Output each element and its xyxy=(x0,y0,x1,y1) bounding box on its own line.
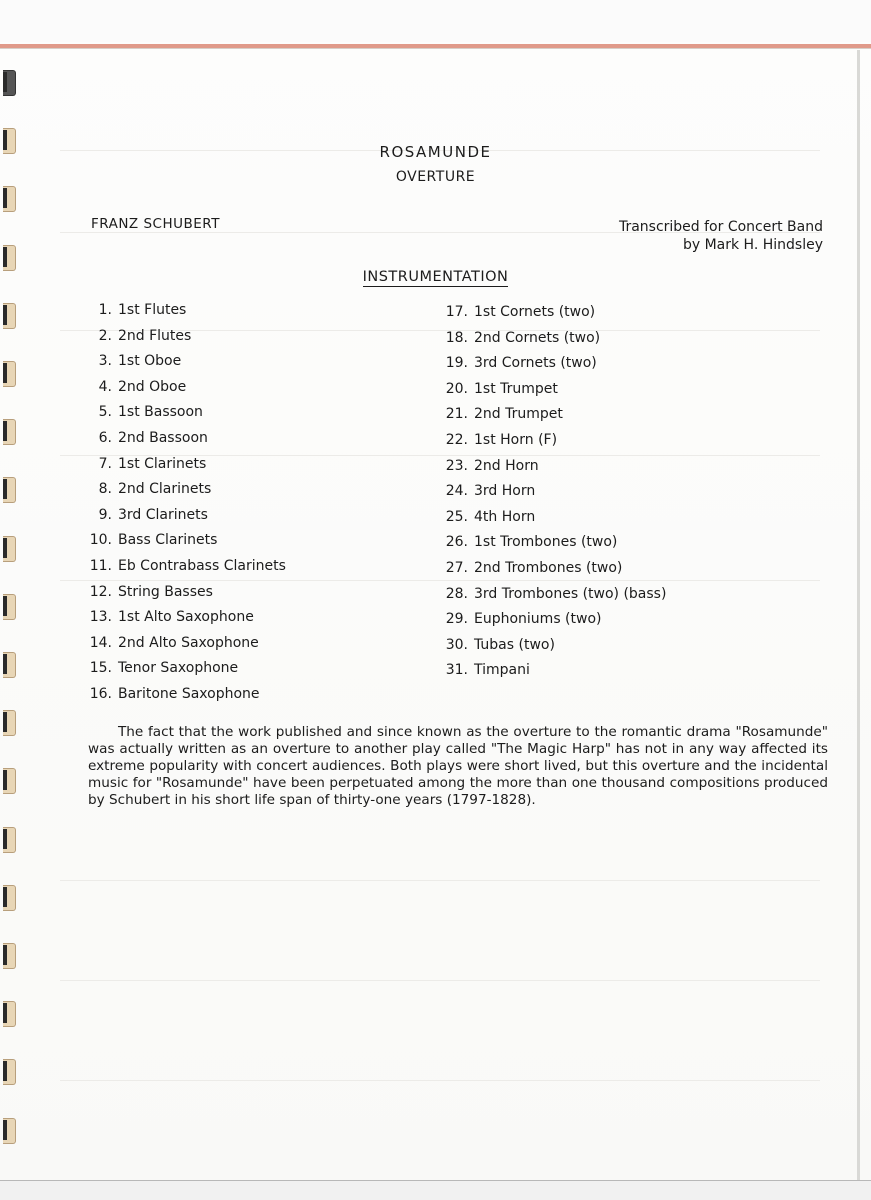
instrument-list-right xyxy=(444,300,666,684)
instrument-name: Euphoniums (two) xyxy=(474,611,602,628)
instrument-item xyxy=(88,426,286,452)
instrument-item xyxy=(444,530,666,556)
instrument-number: 30. xyxy=(445,636,468,653)
instrument-number: 7. xyxy=(98,455,112,472)
instrument-name: 1st Flutes xyxy=(118,302,187,318)
instrument-name: 1st Trumpet xyxy=(474,380,558,397)
right-page-edge xyxy=(857,50,860,1180)
instrument-item xyxy=(88,682,286,708)
binding-ring xyxy=(3,245,17,271)
instrument-name: 1st Trombones (two) xyxy=(474,534,618,551)
binding-ring xyxy=(3,710,17,736)
instrument-name: 2nd Horn xyxy=(474,457,539,474)
instrument-name: Timpani xyxy=(474,662,530,679)
instrument-number: 2. xyxy=(98,327,112,344)
instrument-item xyxy=(88,605,286,631)
instrument-number: 25. xyxy=(445,508,468,525)
instrument-number: 12. xyxy=(89,583,112,600)
instrument-item xyxy=(444,377,666,403)
instrument-name: 2nd Oboe xyxy=(118,378,187,395)
top-margin xyxy=(0,0,871,42)
binding-ring xyxy=(3,361,17,387)
instrumentation-heading xyxy=(0,269,871,285)
show-through-line xyxy=(60,980,820,981)
instrument-item xyxy=(444,402,666,428)
instrument-item xyxy=(88,400,286,426)
instrument-name: 2nd Cornets (two) xyxy=(474,329,601,346)
top-rule xyxy=(0,48,871,49)
instrument-number: 6. xyxy=(98,429,112,446)
instrument-number: 20. xyxy=(445,380,468,397)
binding-ring xyxy=(3,186,17,212)
instrument-number: 8. xyxy=(98,481,112,498)
instrument-name: Eb Contrabass Clarinets xyxy=(118,557,286,574)
piece-title: ROSAMUNDE xyxy=(379,143,492,161)
instrument-item xyxy=(88,324,286,350)
instrument-name: 3rd Clarinets xyxy=(118,506,208,523)
arranger-line-2: by Mark H. Hindsley xyxy=(682,237,823,253)
instrument-item xyxy=(444,582,666,608)
instrument-number: 15. xyxy=(89,660,112,677)
instrument-name: 3rd Trombones (two) (bass) xyxy=(474,585,667,602)
instrument-number: 9. xyxy=(98,506,112,523)
instrument-item xyxy=(444,658,666,684)
instrument-item xyxy=(88,580,286,606)
program-note-text: The fact that the work published and since known as the overture to the romantic drama "Rosamunde" was actually written as an overture to another play called "The Magic Harp" has not in any way affected its extreme popularity with concert audiences. Both plays were short lived, but this overture and the incidental music for "Rosamunde" have been perpetuated among the more than one thousand compositions produced by Schubert in his short life span of thirty-one years (1797-1828). xyxy=(88,724,828,808)
instrument-name: Tenor Saxophone xyxy=(118,660,239,677)
instrument-item xyxy=(88,631,286,657)
instrument-number: 4. xyxy=(98,378,112,395)
instrument-name: 1st Clarinets xyxy=(118,455,207,472)
instrument-number: 14. xyxy=(89,634,112,651)
composer-name: FRANZ SCHUBERT xyxy=(91,216,220,232)
instrument-name: 1st Horn (F) xyxy=(474,431,558,448)
piece-subtitle: OVERTURE xyxy=(395,169,476,185)
instrument-list-left xyxy=(88,298,286,708)
instrument-number: 5. xyxy=(98,404,112,421)
instrument-item xyxy=(444,607,666,633)
binding-ring xyxy=(3,419,17,445)
show-through-line xyxy=(60,880,820,881)
instrument-item xyxy=(88,656,286,682)
instrument-name: 2nd Bassoon xyxy=(118,429,208,446)
arranger-line-1: Transcribed for Concert Band xyxy=(618,219,823,235)
binding-ring xyxy=(3,1059,17,1085)
instrument-item xyxy=(444,326,666,352)
instrument-number: 28. xyxy=(445,585,468,602)
instrument-item xyxy=(88,503,286,529)
instrument-number: 16. xyxy=(89,685,112,702)
instrument-number: 31. xyxy=(445,662,468,679)
instrument-item xyxy=(444,556,666,582)
instrument-number: 19. xyxy=(445,355,468,372)
binding-ring xyxy=(3,536,17,562)
instrument-name: 1st Cornets (two) xyxy=(474,304,596,320)
binding-ring xyxy=(3,594,17,620)
show-through-line xyxy=(60,1080,820,1081)
instrument-item xyxy=(88,528,286,554)
program-note xyxy=(88,724,828,809)
instrument-name: 1st Bassoon xyxy=(118,404,203,421)
binding-ring xyxy=(3,1118,17,1144)
instrument-item xyxy=(444,633,666,659)
instrument-number: 18. xyxy=(445,329,468,346)
instrument-item xyxy=(88,477,286,503)
binding-ring xyxy=(3,652,17,678)
instrument-number: 3. xyxy=(98,353,112,370)
instrument-name: 3rd Cornets (two) xyxy=(474,355,597,372)
binding-ring xyxy=(3,303,17,329)
instrument-number: 1. xyxy=(98,302,112,318)
instrument-number: 27. xyxy=(445,559,468,576)
instrument-item xyxy=(444,505,666,531)
binding-ring xyxy=(3,768,17,794)
instrument-name: 2nd Alto Saxophone xyxy=(118,634,259,651)
instrument-number: 26. xyxy=(445,534,468,551)
instrument-item xyxy=(444,300,666,326)
instrument-item xyxy=(88,452,286,478)
spiral-binding xyxy=(0,70,26,1180)
binding-ring xyxy=(3,885,17,911)
instrument-item xyxy=(88,349,286,375)
instrument-item xyxy=(88,298,286,324)
instrument-name: 4th Horn xyxy=(474,508,536,525)
instrument-name: Tubas (two) xyxy=(474,636,555,653)
instrument-number: 23. xyxy=(445,457,468,474)
instrument-name: String Basses xyxy=(118,583,213,600)
instrumentation-heading-text: INSTRUMENTATION xyxy=(362,269,509,285)
binding-ring xyxy=(3,477,17,503)
binding-ring xyxy=(3,827,17,853)
instrument-name: 1st Oboe xyxy=(118,353,182,370)
bottom-page-edge xyxy=(0,1180,871,1200)
instrument-name: 2nd Trumpet xyxy=(474,406,563,423)
instrument-item xyxy=(444,428,666,454)
instrument-name: 3rd Horn xyxy=(474,483,536,500)
instrument-number: 17. xyxy=(445,304,468,320)
instrument-item xyxy=(444,351,666,377)
instrument-number: 21. xyxy=(445,406,468,423)
binding-ring xyxy=(3,70,17,96)
binding-ring xyxy=(3,943,17,969)
instrument-item xyxy=(88,554,286,580)
instrument-number: 10. xyxy=(89,532,112,549)
instrument-name: 1st Alto Saxophone xyxy=(118,609,254,626)
instrument-name: 2nd Clarinets xyxy=(118,481,212,498)
instrument-item xyxy=(88,375,286,401)
binding-ring xyxy=(3,1001,17,1027)
instrument-name: Baritone Saxophone xyxy=(118,685,260,702)
instrument-name: 2nd Flutes xyxy=(118,327,192,344)
instrument-name: Bass Clarinets xyxy=(118,532,218,549)
instrument-item xyxy=(444,454,666,480)
instrument-number: 24. xyxy=(445,483,468,500)
instrument-number: 11. xyxy=(89,557,112,574)
instrument-number: 13. xyxy=(89,609,112,626)
instrument-item xyxy=(444,479,666,505)
instrument-number: 29. xyxy=(445,611,468,628)
instrument-name: 2nd Trombones (two) xyxy=(474,559,623,576)
instrument-number: 22. xyxy=(445,431,468,448)
